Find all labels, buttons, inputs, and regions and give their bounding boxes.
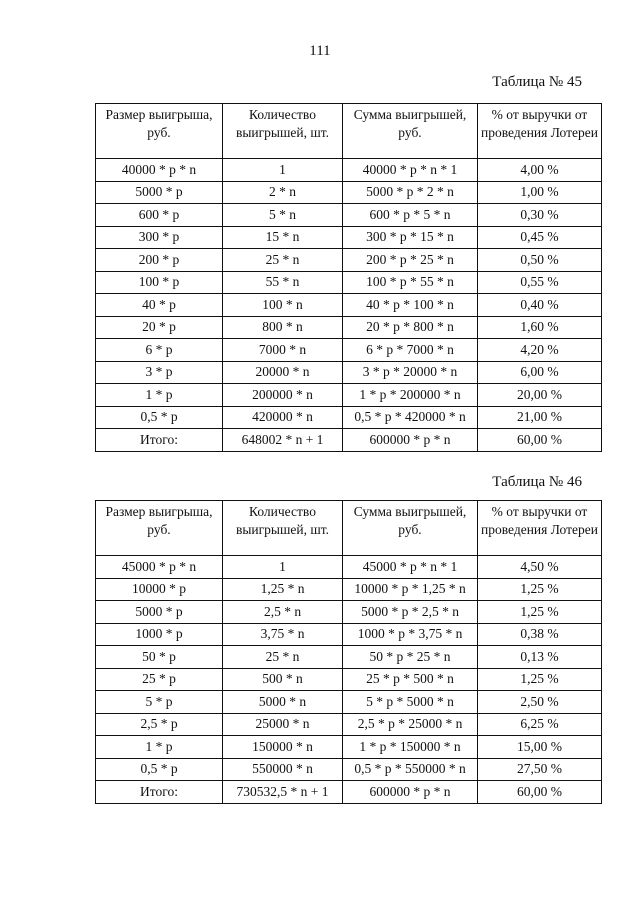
cell-prize-amount: 200 * p: [96, 249, 223, 272]
cell-prize-sum: 1 * p * 200000 * n: [343, 384, 478, 407]
cell-prize-amount: 40000 * p * n: [96, 159, 223, 182]
table-row: [96, 578, 602, 601]
cell-prize-sum: 0,5 * p * 550000 * n: [343, 758, 478, 781]
cell-prize-sum: 45000 * p * n * 1: [343, 556, 478, 579]
cell-prize-count: 7000 * n: [223, 339, 343, 362]
prize-table-46: [95, 500, 602, 804]
total-row: [96, 429, 602, 452]
cell-prize-amount: 5000 * p: [96, 181, 223, 204]
table-caption-46: Таблица № 46: [492, 474, 582, 490]
cell-prize-amount: 10000 * p: [96, 578, 223, 601]
cell-prize-sum: 40000 * p * n * 1: [343, 159, 478, 182]
cell-prize-sum: 100 * p * 55 * n: [343, 271, 478, 294]
cell-prize-count: 2,5 * n: [223, 601, 343, 624]
table-row: [96, 226, 602, 249]
cell-revenue-percent: 1,25 %: [478, 668, 602, 691]
cell-prize-amount: 600 * p: [96, 204, 223, 227]
table-row: [96, 601, 602, 624]
table-row: [96, 249, 602, 272]
cell-revenue-percent: 27,50 %: [478, 758, 602, 781]
cell-prize-amount: 45000 * p * n: [96, 556, 223, 579]
table-row: [96, 406, 602, 429]
cell-prize-sum: 10000 * p * 1,25 * n: [343, 578, 478, 601]
cell-revenue-percent: 0,38 %: [478, 623, 602, 646]
cell-prize-amount: 20 * p: [96, 316, 223, 339]
cell-revenue-percent: 0,13 %: [478, 646, 602, 669]
cell-prize-sum: 600 * p * 5 * n: [343, 204, 478, 227]
cell-prize-count: 550000 * n: [223, 758, 343, 781]
prize-table-45: [95, 103, 602, 452]
cell-prize-count: 1,25 * n: [223, 578, 343, 601]
cell-prize-count: 3,75 * n: [223, 623, 343, 646]
table-row: [96, 713, 602, 736]
cell-prize-sum: 3 * p * 20000 * n: [343, 361, 478, 384]
cell-prize-sum: 20 * p * 800 * n: [343, 316, 478, 339]
column-header-prize-count: Количество выигрышей, шт.: [223, 501, 343, 556]
cell-revenue-percent: 0,45 %: [478, 226, 602, 249]
cell-revenue-percent: 0,50 %: [478, 249, 602, 272]
column-header-prize-sum: Сумма выигрышей, руб.: [343, 104, 478, 159]
cell-prize-sum: 1 * p * 150000 * n: [343, 736, 478, 759]
cell-prize-amount: 0,5 * p: [96, 758, 223, 781]
cell-revenue-percent: 1,00 %: [478, 181, 602, 204]
cell-prize-sum: 6 * p * 7000 * n: [343, 339, 478, 362]
cell-prize-sum: 5000 * p * 2 * n: [343, 181, 478, 204]
cell-prize-sum: 5 * p * 5000 * n: [343, 691, 478, 714]
cell-prize-amount: Итого:: [96, 429, 223, 452]
table-row: [96, 623, 602, 646]
cell-prize-count: 55 * n: [223, 271, 343, 294]
cell-prize-sum: 600000 * p * n: [343, 429, 478, 452]
cell-prize-count: 100 * n: [223, 294, 343, 317]
column-header-prize-amount: Размер выигрыша, руб.: [96, 104, 223, 159]
cell-prize-count: 150000 * n: [223, 736, 343, 759]
cell-revenue-percent: 21,00 %: [478, 406, 602, 429]
cell-prize-sum: 50 * p * 25 * n: [343, 646, 478, 669]
table-row: [96, 159, 602, 182]
cell-prize-sum: 300 * p * 15 * n: [343, 226, 478, 249]
cell-prize-sum: 600000 * p * n: [343, 781, 478, 804]
cell-revenue-percent: 1,25 %: [478, 578, 602, 601]
cell-prize-sum: 1000 * p * 3,75 * n: [343, 623, 478, 646]
cell-prize-amount: 1000 * p: [96, 623, 223, 646]
cell-prize-count: 200000 * n: [223, 384, 343, 407]
column-header-revenue-percent: % от выручки от проведения Лотереи: [478, 501, 602, 556]
page-number: 111: [309, 43, 331, 59]
table-caption-45: Таблица № 45: [492, 74, 582, 90]
table-row: [96, 736, 602, 759]
cell-prize-amount: 1 * p: [96, 736, 223, 759]
table-row: [96, 556, 602, 579]
cell-prize-count: 800 * n: [223, 316, 343, 339]
table-row: [96, 316, 602, 339]
table-row: [96, 384, 602, 407]
cell-prize-amount: 50 * p: [96, 646, 223, 669]
cell-revenue-percent: 4,00 %: [478, 159, 602, 182]
cell-revenue-percent: 6,00 %: [478, 361, 602, 384]
header-row: [96, 501, 602, 556]
cell-prize-amount: 3 * p: [96, 361, 223, 384]
column-header-prize-sum: Сумма выигрышей, руб.: [343, 501, 478, 556]
cell-prize-sum: 0,5 * p * 420000 * n: [343, 406, 478, 429]
cell-revenue-percent: 6,25 %: [478, 713, 602, 736]
table-row: [96, 271, 602, 294]
header-row: [96, 104, 602, 159]
cell-prize-sum: 200 * p * 25 * n: [343, 249, 478, 272]
cell-prize-count: 25 * n: [223, 646, 343, 669]
cell-prize-amount: 300 * p: [96, 226, 223, 249]
cell-revenue-percent: 15,00 %: [478, 736, 602, 759]
cell-prize-count: 20000 * n: [223, 361, 343, 384]
cell-prize-sum: 40 * p * 100 * n: [343, 294, 478, 317]
table-row: [96, 294, 602, 317]
cell-prize-count: 5000 * n: [223, 691, 343, 714]
cell-revenue-percent: 2,50 %: [478, 691, 602, 714]
cell-revenue-percent: 1,60 %: [478, 316, 602, 339]
table-row: [96, 646, 602, 669]
cell-revenue-percent: 4,50 %: [478, 556, 602, 579]
cell-revenue-percent: 20,00 %: [478, 384, 602, 407]
cell-prize-sum: 25 * p * 500 * n: [343, 668, 478, 691]
cell-prize-amount: 2,5 * p: [96, 713, 223, 736]
table-row: [96, 339, 602, 362]
cell-prize-amount: 1 * p: [96, 384, 223, 407]
table-row: [96, 668, 602, 691]
cell-prize-count: 25 * n: [223, 249, 343, 272]
table-row: [96, 204, 602, 227]
cell-prize-count: 420000 * n: [223, 406, 343, 429]
cell-prize-amount: 5000 * p: [96, 601, 223, 624]
cell-prize-amount: Итого:: [96, 781, 223, 804]
cell-revenue-percent: 0,55 %: [478, 271, 602, 294]
column-header-prize-count: Количество выигрышей, шт.: [223, 104, 343, 159]
cell-prize-count: 5 * n: [223, 204, 343, 227]
table-row: [96, 691, 602, 714]
column-header-revenue-percent: % от выручки от проведения Лотереи: [478, 104, 602, 159]
cell-prize-amount: 0,5 * p: [96, 406, 223, 429]
cell-revenue-percent: 1,25 %: [478, 601, 602, 624]
cell-prize-count: 25000 * n: [223, 713, 343, 736]
cell-revenue-percent: 4,20 %: [478, 339, 602, 362]
table-row: [96, 181, 602, 204]
cell-revenue-percent: 60,00 %: [478, 429, 602, 452]
cell-prize-count: 1: [223, 159, 343, 182]
cell-prize-count: 648002 * n + 1: [223, 429, 343, 452]
table-row: [96, 758, 602, 781]
column-header-prize-amount: Размер выигрыша, руб.: [96, 501, 223, 556]
cell-prize-sum: 2,5 * p * 25000 * n: [343, 713, 478, 736]
table-row: [96, 361, 602, 384]
cell-prize-sum: 5000 * p * 2,5 * n: [343, 601, 478, 624]
cell-prize-count: 1: [223, 556, 343, 579]
cell-revenue-percent: 0,40 %: [478, 294, 602, 317]
cell-prize-count: 2 * n: [223, 181, 343, 204]
cell-prize-amount: 25 * p: [96, 668, 223, 691]
cell-prize-amount: 5 * p: [96, 691, 223, 714]
cell-prize-amount: 40 * p: [96, 294, 223, 317]
total-row: [96, 781, 602, 804]
cell-prize-amount: 100 * p: [96, 271, 223, 294]
cell-prize-count: 500 * n: [223, 668, 343, 691]
cell-prize-amount: 6 * p: [96, 339, 223, 362]
cell-revenue-percent: 60,00 %: [478, 781, 602, 804]
cell-revenue-percent: 0,30 %: [478, 204, 602, 227]
cell-prize-count: 15 * n: [223, 226, 343, 249]
cell-prize-count: 730532,5 * n + 1: [223, 781, 343, 804]
